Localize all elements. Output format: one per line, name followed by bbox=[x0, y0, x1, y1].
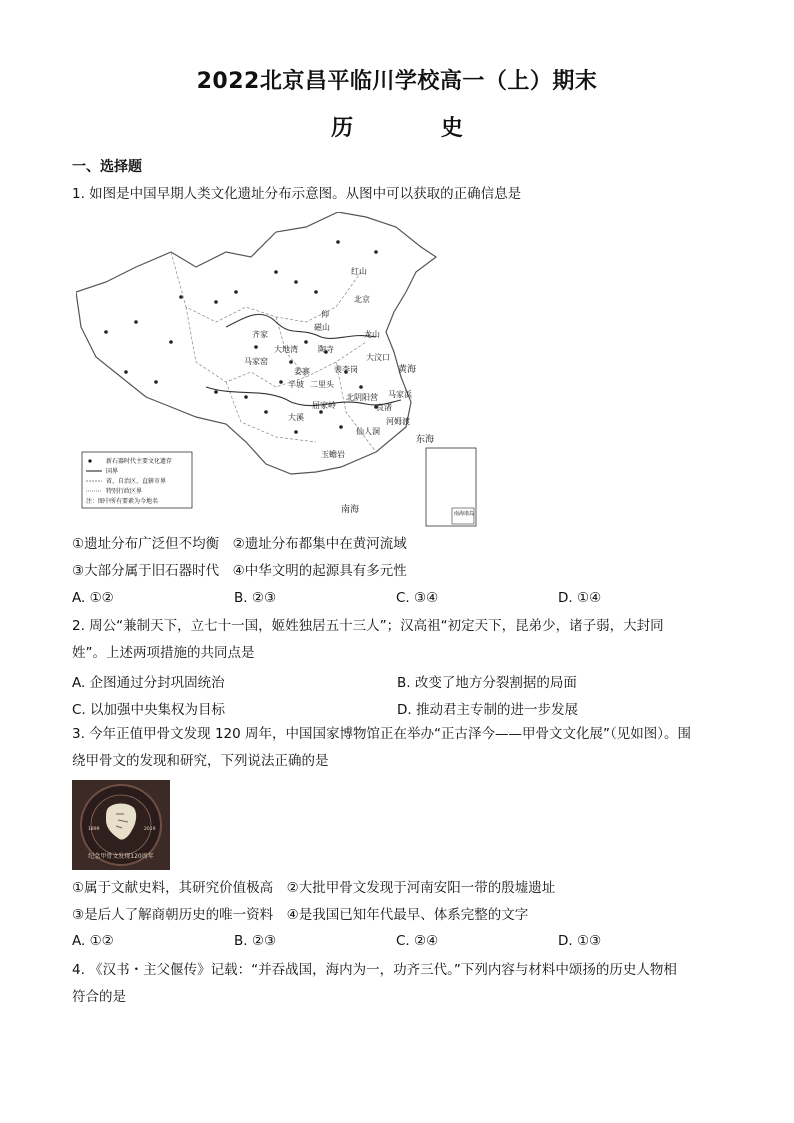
map-label: 玉蟾岩 bbox=[321, 450, 345, 459]
map-label: 马家浜 bbox=[388, 390, 412, 399]
map-label: 河姆渡 bbox=[386, 417, 410, 426]
option-a[interactable]: A. ①② bbox=[72, 933, 114, 949]
map-label: 红山 bbox=[351, 267, 367, 276]
q4-stem: 4. 《汉书・主父偃传》记载：“并吞战国，海内为一，功齐三代。”下列内容与材料中颂扬的历史人物相 bbox=[72, 962, 677, 978]
map-label: 南海 bbox=[341, 505, 360, 515]
map-label: 陶寺 bbox=[318, 345, 334, 354]
q3-statement: ③是后人了解商朝历史的唯一资料 ④是我国已知年代最早、体系完整的文字 bbox=[72, 907, 529, 923]
option-b[interactable]: B. ②③ bbox=[234, 590, 277, 606]
site-dots bbox=[104, 240, 378, 434]
medal-year-left: 1899 bbox=[88, 827, 100, 832]
option-d[interactable]: D. 推动君主专制的进一步发展 bbox=[397, 702, 578, 718]
legend-note: 注：图中所有要素为今地名 bbox=[86, 498, 159, 505]
q1-statement: ①遗址分布广泛但不均衡 ②遗址分布都集中在黄河流域 bbox=[72, 536, 407, 552]
map-label: 大地湾 bbox=[274, 345, 298, 354]
map-label: 姜寨 bbox=[294, 367, 310, 376]
map-label: 齐家 bbox=[252, 330, 268, 339]
option-c[interactable]: C. ③④ bbox=[396, 590, 439, 606]
map-label: 东海 bbox=[416, 435, 435, 445]
option-a[interactable]: A. ①② bbox=[72, 590, 114, 606]
map-label: 仙人洞 bbox=[356, 427, 380, 436]
map-label: 北阴阳营 bbox=[346, 393, 378, 402]
inset-label: 南海诸岛 bbox=[454, 511, 475, 517]
map-label: 半坡 bbox=[288, 380, 304, 389]
map-label: 屈家岭 bbox=[312, 401, 336, 410]
q1-stem: 1. 如图是中国早期人类文化遗址分布示意图。从图中可以获取的正确信息是 bbox=[72, 186, 522, 202]
map-label: 大溪 bbox=[288, 413, 304, 422]
medal-caption: 纪念甲骨文发现120周年 bbox=[88, 853, 154, 860]
legend-item: 特别行政区界 bbox=[106, 488, 143, 495]
map-label: 黄海 bbox=[398, 365, 417, 375]
map-label: 龙山 bbox=[364, 330, 380, 339]
subject-title: 历 史 bbox=[331, 116, 503, 141]
legend-item: 国界 bbox=[106, 468, 119, 475]
option-d[interactable]: D. ①④ bbox=[558, 590, 602, 606]
q2-options bbox=[72, 671, 722, 691]
map-label: 二里头 bbox=[310, 380, 334, 389]
option-c[interactable]: C. ②④ bbox=[396, 933, 439, 949]
q2-stem: 2. 周公“兼制天下，立七十一国，姬姓独居五十三人”；汉高祖“初定天下，昆弟少，诸子弱，大封同 bbox=[72, 618, 664, 634]
option-d[interactable]: D. ①③ bbox=[558, 933, 602, 949]
q2-options bbox=[72, 698, 722, 718]
option-b[interactable]: B. ②③ bbox=[234, 933, 277, 949]
yellow-river bbox=[226, 314, 376, 338]
map-label: 良渚 bbox=[376, 403, 392, 412]
section-heading: 一、选择题 bbox=[72, 159, 142, 175]
map-label: 仰 bbox=[321, 310, 329, 319]
map-outline bbox=[76, 212, 436, 474]
q3-stem: 绕甲骨文的发现和研究，下列说法正确的是 bbox=[72, 753, 329, 769]
q3-options bbox=[72, 933, 722, 949]
q3-statement: ①属于文献史料，其研究价值极高 ②大批甲骨文发现于河南安阳一带的殷墟遗址 bbox=[72, 880, 556, 896]
map-label: 裴李岗 bbox=[334, 365, 358, 374]
medal-year-right: 2019 bbox=[144, 827, 156, 832]
q1-options bbox=[72, 590, 722, 606]
option-b[interactable]: B. 改变了地方分裂割据的局面 bbox=[397, 675, 577, 691]
map-label: 大汶口 bbox=[366, 353, 390, 362]
oracle-bone-medal-image bbox=[72, 780, 170, 870]
map-label: 马家窑 bbox=[244, 357, 268, 366]
legend-item: 新石器时代主要文化遗存 bbox=[106, 458, 173, 465]
q2-stem: 姓”。上述两项措施的共同点是 bbox=[72, 645, 255, 661]
map-label: 北京 bbox=[354, 295, 370, 304]
q3-stem: 3. 今年正值甲骨文发现 120 周年，中国国家博物馆正在举办“正古泽今——甲骨文文化展”（见如图）。围 bbox=[72, 726, 692, 742]
exam-title: 2022北京昌平临川学校高一（上）期末 bbox=[196, 69, 598, 94]
q1-statement: ③大部分属于旧石器时代 ④中华文明的起源具有多元性 bbox=[72, 563, 407, 579]
map-label: 磁山 bbox=[314, 323, 330, 332]
legend-item: 省、自治区、直辖市界 bbox=[106, 478, 167, 485]
china-map-figure bbox=[76, 212, 482, 528]
option-a[interactable]: A. 企图通过分封巩固统治 bbox=[72, 675, 225, 691]
option-c[interactable]: C. 以加强中央集权为目标 bbox=[72, 702, 226, 718]
q4-stem: 符合的是 bbox=[72, 989, 126, 1005]
